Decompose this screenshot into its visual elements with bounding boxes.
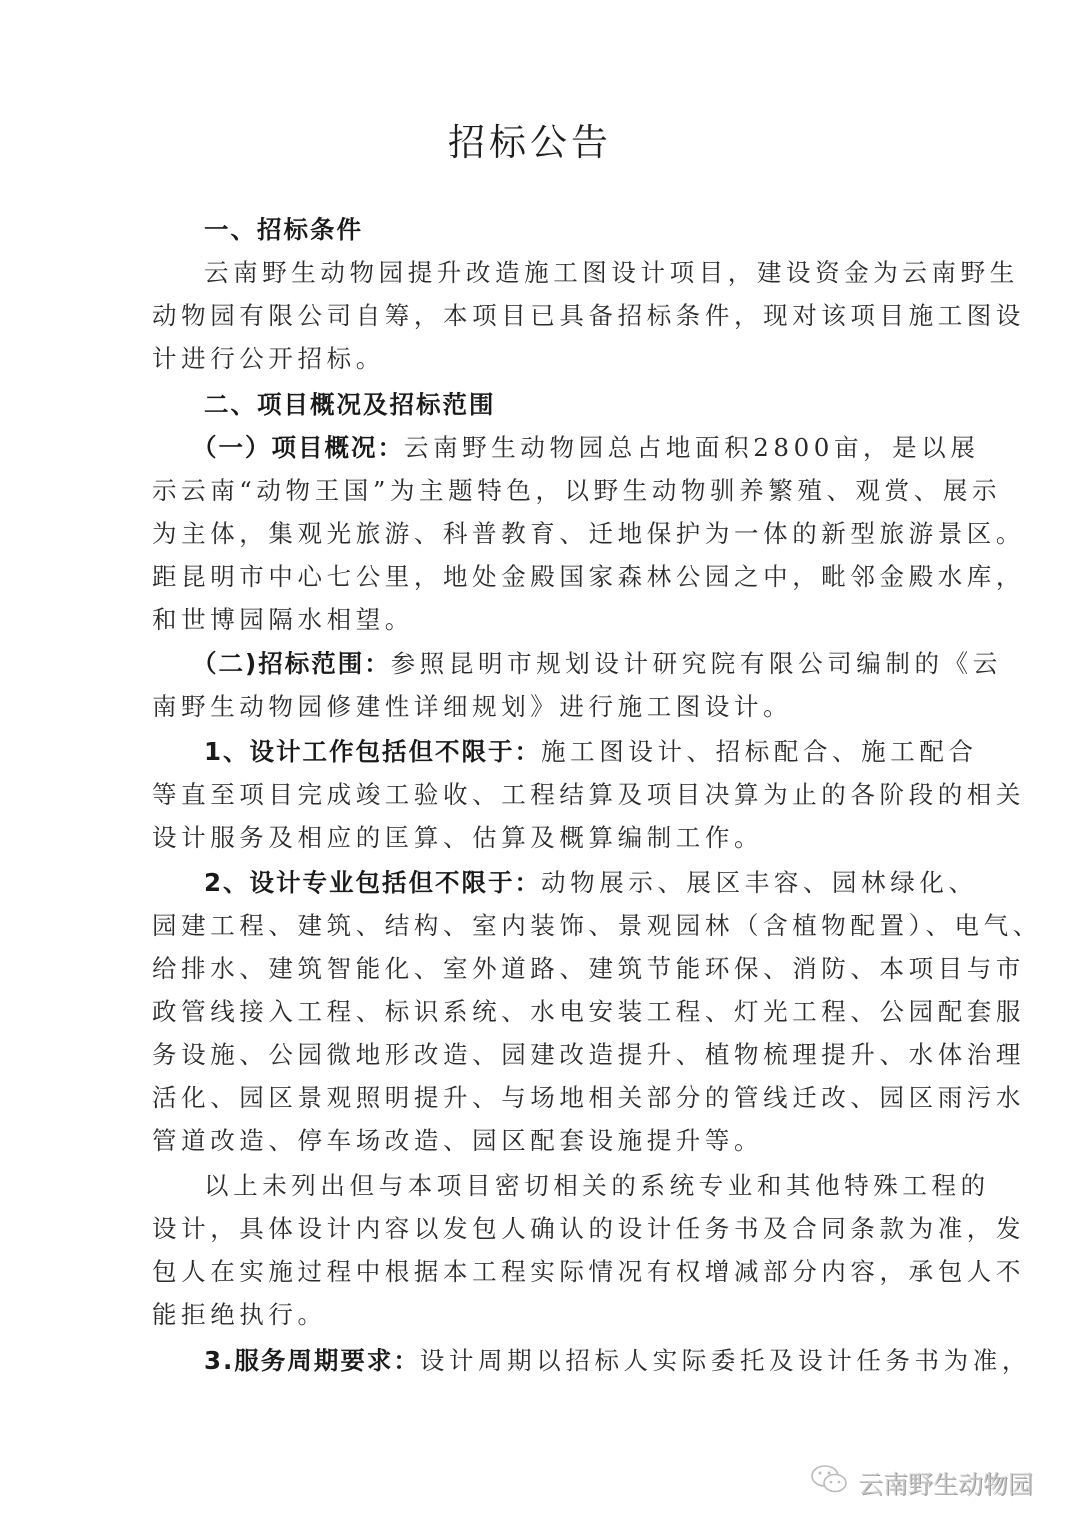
paragraph-line: 南野生动物园修建性详细规划》进行施工图设计。 [152, 692, 793, 721]
paragraph-line: 设计，具体设计内容以发包人确认的设计任务书及合同条款为准，发 [152, 1214, 1025, 1243]
paragraph-line: 活化、园区景观照明提升、与场地相关部分的管线迁改、园区雨污水 [152, 1083, 1025, 1112]
scope-first-line [192, 649, 1002, 678]
item2-first-line [204, 868, 978, 897]
item3-first-line [204, 1346, 1031, 1375]
paragraph-line: 设计服务及相应的匡算、估算及概算编制工作。 [152, 823, 764, 852]
item2-label: 2、设计专业包括但不限于： [204, 868, 542, 897]
scope-text: 参照昆明市规划设计研究院有限公司编制的《云 [390, 649, 1002, 678]
paragraph-line: 距昆明市中心七公里，地处金殿国家森林公园之中，毗邻金殿水库， [152, 562, 1025, 591]
item3-text: 设计周期以招标人实际委托及设计任务书为准， [419, 1346, 1031, 1375]
item3-label: 3.服务周期要求： [204, 1346, 420, 1375]
paragraph-line: 动物园有限公司自筹，本项目已具备招标条件，现对该项目施工图设 [152, 301, 1025, 330]
paragraph-line: 园建工程、建筑、结构、室内装饰、景观园林（含植物配置）、电气、 [152, 911, 1042, 940]
page-title: 招标公告 [448, 121, 612, 164]
section-heading-2: 二、项目概况及招标范围 [204, 390, 496, 419]
watermark-text: 云南野生动物园 [858, 1470, 1034, 1499]
paragraph-line: 政管线接入工程、标识系统、水电安装工程、灯光工程、公园配套服 [152, 997, 1025, 1026]
paragraph-line: 为主体，集观光旅游、科普教育、迁地保护为一体的新型旅游景区。 [152, 519, 1025, 548]
paragraph-line: 以上未列出但与本项目密切相关的系统专业和其他特殊工程的 [204, 1171, 990, 1200]
overview-label: （一）项目概况： [192, 433, 404, 462]
overview-first-line [192, 433, 980, 462]
scope-label: （二)招标范围： [192, 649, 391, 678]
wechat-icon [810, 1464, 850, 1502]
paragraph-line: 管道改造、停车场改造、园区配套设施提升等。 [152, 1126, 764, 1155]
watermark [810, 1464, 1033, 1502]
overview-text: 云南野生动物园总占地面积2800亩，是以展 [404, 433, 980, 462]
item1-label: 1、设计工作包括但不限于： [204, 737, 542, 766]
section-heading-1: 一、招标条件 [204, 215, 363, 244]
paragraph-line: 给排水、建筑智能化、室外道路、建筑节能环保、消防、本项目与市 [152, 954, 1025, 983]
item1-first-line [204, 737, 978, 766]
paragraph-line: 包人在实施过程中根据本工程实际情况有权增减部分内容，承包人不 [152, 1257, 1025, 1286]
paragraph-line: 云南野生动物园提升改造施工图设计项目，建设资金为云南野生 [204, 258, 1019, 287]
paragraph-line: 务设施、公园微地形改造、园建改造提升、植物梳理提升、水体治理 [152, 1040, 1025, 1069]
paragraph-line: 示云南“动物王国”为主题特色，以野生动物驯养繁殖、观赏、展示 [152, 476, 1002, 505]
paragraph-line: 能拒绝执行。 [152, 1300, 327, 1329]
paragraph-line: 等直至项目完成竣工验收、工程结算及项目决算为止的各阶段的相关 [152, 780, 1025, 809]
item1-text: 施工图设计、招标配合、施工配合 [541, 737, 978, 766]
paragraph-line: 和世博园隔水相望。 [152, 605, 414, 634]
paragraph-line: 计进行公开招标。 [152, 344, 385, 373]
item2-text: 动物展示、展区丰容、园林绿化、 [541, 868, 978, 897]
